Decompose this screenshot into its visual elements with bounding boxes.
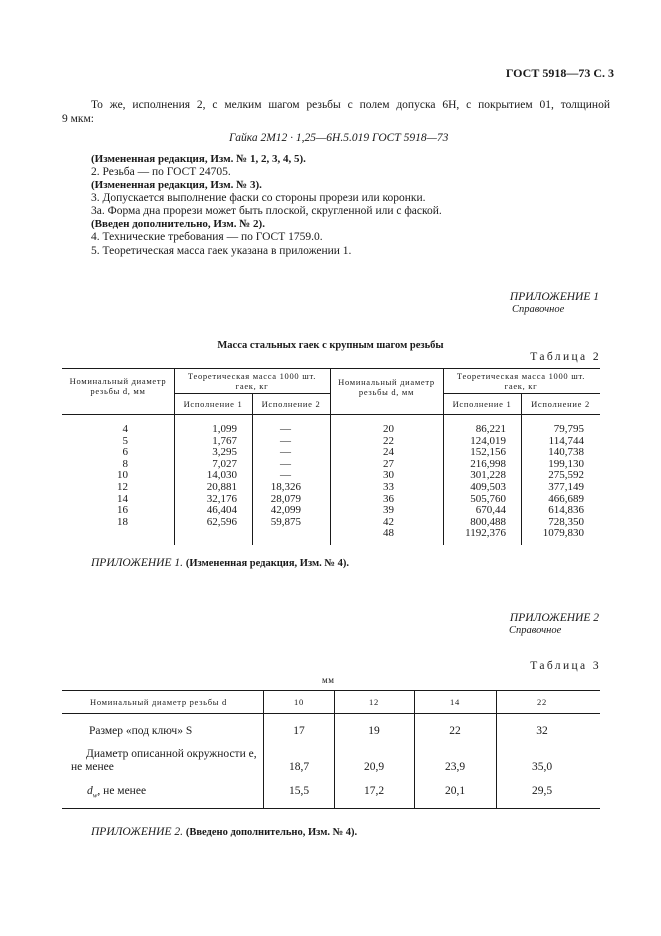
appendix2-heading: ПРИЛОЖЕНИЕ 2 bbox=[509, 612, 599, 624]
note-line: 4. Технические требования — по ГОСТ 1759.0. bbox=[91, 231, 323, 243]
table2-top-border bbox=[62, 368, 600, 369]
table2-cell-diameter: 20 bbox=[383, 423, 394, 435]
table2-cell-diameter: 48 bbox=[383, 527, 394, 540]
table3-header-value: 14 bbox=[450, 697, 460, 707]
table3-cell: 20,9 bbox=[363, 761, 385, 773]
appendix2-footnote-text: (Введено дополнительно, Изм. № 4). bbox=[185, 827, 358, 838]
table2-cell-exec1: 1,099 bbox=[212, 423, 237, 435]
table3-vline bbox=[496, 690, 497, 808]
table3-cell: 22 bbox=[449, 725, 461, 737]
table2-cell-exec1: 3,295 bbox=[212, 446, 237, 459]
note-line: 3. Допускается выполнение фаски со стороны прорези или коронки. bbox=[91, 192, 426, 204]
table2-cell-exec1: 216,998 bbox=[470, 457, 506, 470]
appendix1-footnote bbox=[91, 557, 349, 570]
appendix1-footnote-label: ПРИЛОЖЕНИЕ 1. bbox=[91, 557, 183, 569]
table3-row-label: Размер «под ключ» S bbox=[89, 725, 193, 737]
table3-row-label-subscript: w bbox=[92, 791, 98, 800]
table3-row-label bbox=[87, 785, 146, 802]
table3-header-bottom bbox=[62, 713, 600, 714]
table3-row-label-rest: , не менее bbox=[97, 785, 147, 797]
table2-cell-exec1: 46,404 bbox=[206, 504, 237, 517]
table2-cell-diameter: 16 bbox=[117, 504, 128, 517]
table2-cell-exec1: 7,027 bbox=[212, 457, 237, 470]
table2-cell-exec2: 199,130 bbox=[548, 457, 584, 470]
table2-cell-diameter: 30 bbox=[383, 469, 394, 482]
table2-cell-exec1: 86,221 bbox=[475, 423, 506, 435]
table2-cell-exec2: 79,795 bbox=[553, 423, 584, 435]
table2-cell-exec1: 800,488 bbox=[470, 515, 506, 528]
table2-cell-exec2: 614,836 bbox=[548, 504, 584, 517]
table2-cell-diameter: 27 bbox=[383, 457, 394, 470]
table2-label: Таблица 2 bbox=[530, 351, 601, 363]
table2-cell-diameter: 24 bbox=[383, 446, 394, 459]
table2-cell-diameter: 12 bbox=[117, 481, 128, 493]
table2-cell-exec2: 377,149 bbox=[548, 481, 584, 493]
table2-cell-exec2: 42,099 bbox=[270, 504, 301, 517]
note-line: 5. Теоретическая масса гаек указана в приложении 1. bbox=[91, 245, 352, 257]
table2-cell-exec2: 466,689 bbox=[548, 492, 584, 505]
table3-unit: мм bbox=[322, 675, 335, 685]
table2-vline bbox=[174, 368, 175, 545]
appendix2-subheading: Справочное bbox=[509, 625, 562, 636]
table3-cell: 29,5 bbox=[531, 785, 553, 797]
table3-vline bbox=[263, 690, 264, 808]
table2-vline bbox=[521, 393, 522, 545]
table2-cell-exec2: 275,592 bbox=[548, 469, 584, 482]
table2-cell-exec1: 505,760 bbox=[470, 492, 506, 505]
table2-cell-exec2: — bbox=[280, 469, 291, 482]
table2-cell-exec2: 140,738 bbox=[548, 446, 584, 459]
table2-cell-diameter: 6 bbox=[122, 446, 128, 459]
table3-cell: 20,1 bbox=[444, 785, 466, 797]
table2-cell-exec2: 28,079 bbox=[270, 492, 301, 505]
table3-cell: 32 bbox=[536, 725, 548, 737]
table3-cell: 23,9 bbox=[444, 761, 466, 773]
table2-cell-diameter: 18 bbox=[117, 515, 128, 528]
table3-cell: 19 bbox=[368, 725, 380, 737]
table3-row-label: Диаметр описанной окружности e, bbox=[86, 748, 257, 760]
table2-cell-exec1: 62,596 bbox=[206, 515, 237, 528]
appendix1-footnote-text: (Измененная редакция, Изм. № 4). bbox=[185, 558, 349, 569]
table2-header-nominal-right: Номинальный диаметр резьбы d, мм bbox=[338, 377, 435, 397]
table2-cell-exec2: 1079,830 bbox=[542, 527, 584, 540]
table2-cell-exec2: 728,350 bbox=[548, 515, 584, 528]
table3-header-label bbox=[90, 697, 227, 707]
table2-header-mass-left: Теоретическая масса 1000 шт. гаек, кг bbox=[187, 371, 317, 391]
table2-cell-diameter: 5 bbox=[122, 434, 128, 447]
note-line: (Введен дополнительно, Изм. № 2). bbox=[91, 218, 265, 230]
table2-cell-diameter: 39 bbox=[383, 504, 394, 517]
table2-cell-exec1: 32,176 bbox=[206, 492, 237, 505]
table3-bottom-border bbox=[62, 808, 600, 809]
table3-row-label-symbol: d bbox=[87, 785, 93, 797]
table2-cell-exec1: 124,019 bbox=[470, 434, 506, 447]
table2-title: Масса стальных гаек с крупным шагом резьбы bbox=[217, 340, 444, 351]
table3-label: Таблица 3 bbox=[530, 660, 601, 672]
table2-cell-exec1: 14,030 bbox=[206, 469, 237, 482]
table3-cell: 35,0 bbox=[531, 761, 553, 773]
intro-line-2: 9 мкм: bbox=[62, 113, 94, 125]
nut-designation: Гайка 2М12 · 1,25—6Н.5.019 ГОСТ 5918—73 bbox=[229, 132, 449, 144]
table2-cell-exec2: — bbox=[280, 457, 291, 470]
table3-row-label: не менее bbox=[71, 761, 114, 773]
table3-top-border bbox=[62, 690, 600, 691]
table2-cell-exec2: — bbox=[280, 434, 291, 447]
table2-header-exec2-left: Исполнение 2 bbox=[261, 399, 321, 409]
table2-vline bbox=[252, 393, 253, 545]
table2-cell-diameter: 14 bbox=[117, 492, 128, 505]
table3-cell: 15,5 bbox=[288, 785, 310, 797]
table2-cell-exec2: — bbox=[280, 423, 291, 435]
table2-cell-exec2: — bbox=[280, 446, 291, 459]
appendix2-footnote bbox=[91, 826, 357, 839]
table2-cell-diameter: 8 bbox=[122, 457, 128, 470]
table3-header-value: 10 bbox=[294, 697, 304, 707]
table2-cell-exec1: 152,156 bbox=[470, 446, 506, 459]
table2-cell-exec1: 20,881 bbox=[206, 481, 237, 493]
table2-cell-diameter: 42 bbox=[383, 515, 394, 528]
table2-cell-exec2: 114,744 bbox=[548, 434, 584, 447]
table3-header-label-text: Номинальный диаметр резьбы d bbox=[90, 697, 227, 707]
table2-cell-exec1: 1,767 bbox=[212, 434, 237, 447]
appendix2-footnote-label: ПРИЛОЖЕНИЕ 2. bbox=[91, 826, 183, 838]
table3-cell: 17 bbox=[293, 725, 305, 737]
table2-cell-exec1: 301,228 bbox=[470, 469, 506, 482]
table2-cell-diameter: 36 bbox=[383, 492, 394, 505]
note-line: 2. Резьба — по ГОСТ 24705. bbox=[91, 166, 231, 178]
appendix1-subheading: Справочное bbox=[512, 304, 565, 315]
table2-cell-diameter: 4 bbox=[122, 423, 128, 435]
table3-header-value: 12 bbox=[369, 697, 379, 707]
table3-vline bbox=[414, 690, 415, 808]
table3-vline bbox=[334, 690, 335, 808]
table2-header-nominal-left: Номинальный диаметр резьбы d, мм bbox=[69, 376, 167, 396]
table2-vline bbox=[443, 368, 444, 545]
table2-header-exec1-right: Исполнение 1 bbox=[452, 399, 512, 409]
page-header: ГОСТ 5918—73 С. 3 bbox=[505, 66, 614, 80]
table2-cell-exec2: 18,326 bbox=[270, 481, 301, 493]
table2-header-mass-right: Теоретическая масса 1000 шт. гаек, кг bbox=[456, 371, 586, 391]
table2-cell-diameter: 33 bbox=[383, 481, 394, 493]
note-line: (Измененная редакция, Изм. № 3). bbox=[91, 179, 262, 191]
intro-line-1: То же, исполнения 2, с мелким шагом резьбы с полем допуска 6Н, с покрытием 01, толщиной bbox=[91, 99, 610, 111]
table2-cell-exec1: 409,503 bbox=[470, 481, 506, 493]
table2-header-exec2-right: Исполнение 2 bbox=[531, 399, 590, 409]
table3-cell: 18,7 bbox=[288, 761, 310, 773]
table2-cell-exec2: 59,875 bbox=[270, 515, 301, 528]
appendix1-heading: ПРИЛОЖЕНИЕ 1 bbox=[509, 291, 599, 303]
table3-cell: 17,2 bbox=[363, 785, 385, 797]
table2-header-exec1-left: Исполнение 1 bbox=[183, 399, 243, 409]
table2-cell-diameter: 10 bbox=[117, 469, 128, 482]
table2-cell-exec1: 1192,376 bbox=[465, 527, 506, 540]
table3-header-value: 22 bbox=[537, 697, 547, 707]
note-line: 3а. Форма дна прорези может быть плоской, скругленной или с фаской. bbox=[91, 205, 442, 217]
note-line: (Измененная редакция, Изм. № 1, 2, 3, 4, 5). bbox=[91, 153, 306, 165]
table2-cell-exec1: 670,44 bbox=[475, 504, 506, 517]
table2-header-bottom bbox=[62, 414, 600, 415]
table2-cell-diameter: 22 bbox=[383, 434, 394, 447]
